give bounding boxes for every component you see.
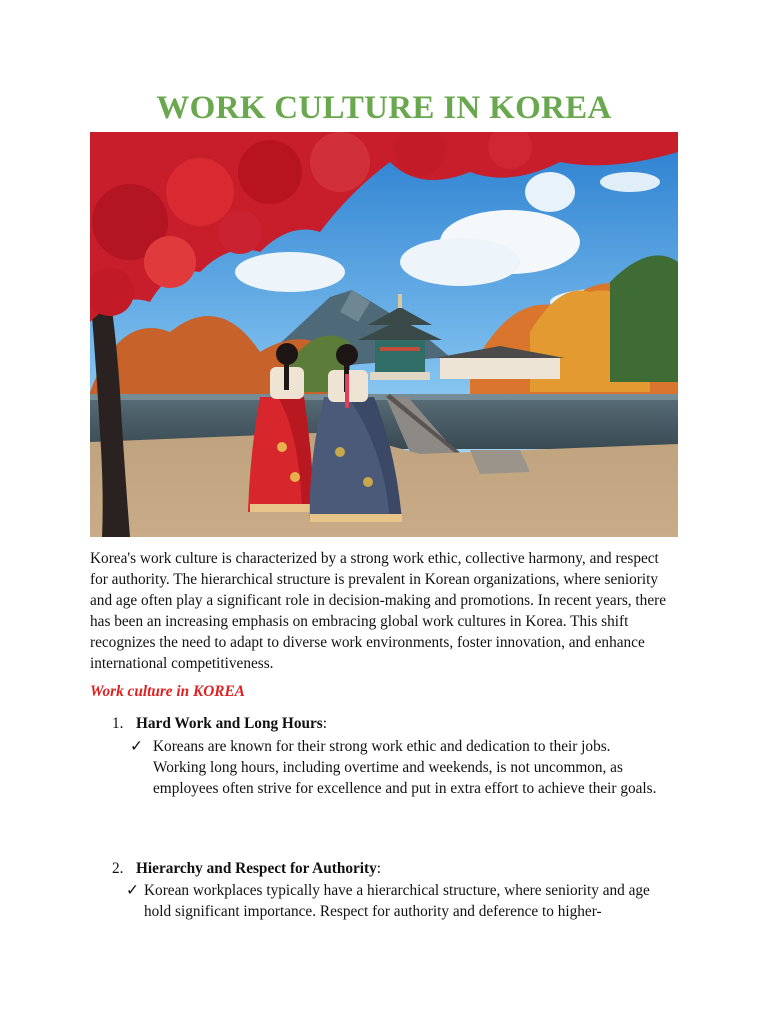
- list-item-number: 1.: [112, 715, 124, 732]
- bullet-text: Korean workplaces typically have a hierarchical structure, where seniority and age hold significant importance. Respect for authority and deference to higher-: [144, 882, 650, 920]
- palace-photo-icon: [90, 132, 678, 537]
- list-item-bullet: [126, 880, 666, 922]
- list-item-number: 2.: [112, 860, 124, 877]
- section-subheading: Work culture in KOREA: [90, 683, 245, 700]
- intro-paragraph: Korea's work culture is characterized by a strong work ethic, collective harmony, and respect for authority. The hierarchical structure is prevalent in Korean organizations, where seniority and age often play a significant role in decision-making and promotions. In recent years, there has been an increasing emphasis on embracing global work cultures in Korea. This shift recognizes the need to adapt to diverse work environments, foster innovation, and enhance international competitiveness.: [90, 550, 666, 672]
- list-item-colon: :: [376, 860, 382, 877]
- checkmark-icon: ✓: [130, 738, 143, 755]
- checkmark-icon: ✓: [126, 882, 139, 899]
- list-item-bullet: [130, 736, 660, 799]
- list-item-title: Hierarchy and Respect for Authority: [136, 860, 377, 877]
- list-item-colon: :: [322, 715, 327, 732]
- list-item-heading: [112, 715, 327, 733]
- list-item-heading: [112, 860, 381, 878]
- document-title: WORK CULTURE IN KOREA: [156, 90, 612, 126]
- bullet-text: Koreans are known for their strong work ethic and dedication to their jobs. Working long hours, including overtime and weekends, is not uncommon, as employees often strive for excellence and put in extra effort to achieve their goals.: [153, 738, 657, 797]
- hero-image: [90, 132, 678, 537]
- list-item-title: Hard Work and Long Hours: [136, 715, 323, 732]
